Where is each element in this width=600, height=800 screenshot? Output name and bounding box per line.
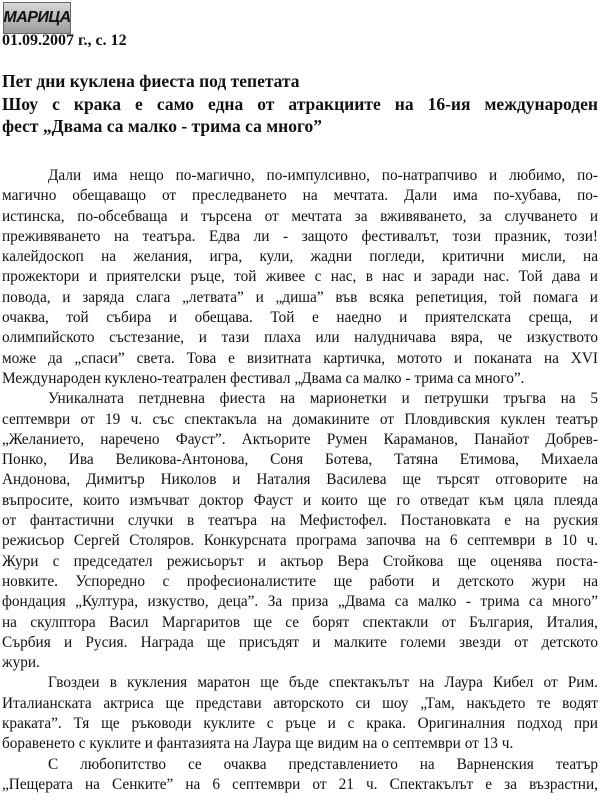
paragraph-line: Жури с председател режисьорът и актьор Вера Стойкова ще оценява поста-	[2, 552, 598, 570]
paragraph-line: Понко, Ива Великова-Антонова, Соня Ботева, Татяна Етимова, Михаела	[2, 451, 598, 469]
paragraph-line: Италианската актриса ще представи авторското си шоу „Там, накъдето те водят	[2, 694, 598, 712]
paragraph-line: Гвоздеи в кукления маратон ще бъде спектакълът на Лаура Кибел от Рим.	[48, 674, 598, 692]
paragraph-line: повода, и заряда слага „летвата” и „диша” във всяка репетиция, той помага и	[2, 288, 598, 306]
paragraph	[2, 755, 598, 796]
logo-text: МАРИЦА	[3, 9, 71, 26]
paragraph-line: новките. Успоредно с професионалистите ще работи и детското жури на	[2, 572, 598, 590]
paragraph	[2, 389, 598, 673]
paragraph-line: прожектори и приятелски ръце, той живее с нас, в нас и заради нас. Той дава и	[2, 268, 598, 286]
paragraph-line: въпросите, които измъчват доктор Фауст и които ще го отведат към цяла плеяда	[2, 491, 598, 509]
paragraph-line: Дали има нещо по-магично, по-импулсивно, по-натрапчиво и любимо, по-	[48, 167, 598, 184]
paragraph-line: Сърбия и Русия. Награда ще присъдят и малките големи звезди от детското	[2, 633, 598, 651]
paragraph-line: жури.	[2, 654, 40, 672]
paragraph-line: фондация „Култура, изкуство, деца”. За приза „Двама са малко - трима са много”	[2, 593, 598, 611]
subtitle-line: Шоу с крака е само една от атракциите на 16-ия международен	[2, 93, 598, 114]
paragraph-line: Международен куклено-театрален фестивал „Двама са малко - трима са много”.	[2, 369, 525, 387]
paragraph-line: краката”. Тя ще ръководи куклите с ръце и с крака. Оригиналния подход при	[2, 715, 598, 733]
paragraph	[2, 166, 598, 389]
paragraph-line: магично обещаващо от преследването на мечтата. Дали има по-хубава, по-	[2, 187, 598, 205]
paragraph-line: режисьор Сергей Столяров. Конкурсната програма започва на 6 септември в 10 ч.	[2, 532, 598, 550]
paragraph	[2, 673, 598, 754]
paragraph-line: „Пещерата на Сенките” на 6 септември от 21 ч. Спектакълът е за възрастни,	[2, 775, 598, 793]
paragraph-line: боравенето с куклите и фантазията на Лаура ще видим на о септември от 13 ч.	[2, 735, 514, 753]
subtitle-line: фест „Двама са малко - трима са много”	[2, 116, 322, 136]
paragraph-line: калейдоскоп на желания, игра, кули, жадни погледи, критични мисли, на	[2, 248, 598, 266]
paragraph-line: може да „спаси” света. Това е визитната картичка, мотото и поканата на XVI	[2, 349, 598, 367]
paragraph-line: Уникалната петдневна фиеста на марионетки и петрушки тръгва на 5	[48, 390, 598, 408]
paragraph-line: Андонова, Димитър Николов и Наталия Василева ще търсят отговорите на	[2, 471, 598, 489]
headline: Пет дни куклена фиеста под тепетата	[2, 71, 300, 91]
paragraph-line: септември от 19 ч. със спектакъла на домакините от Пловдивския куклен театър	[2, 410, 598, 428]
paragraph-line: „Желанието, наречено Фауст”. Актьорите Румен Караманов, Панайот Добрев-	[2, 430, 598, 448]
paragraph-line: олимпийското състезание, и тази плаха или налудничава вяра, че изкуството	[2, 329, 598, 347]
paragraph-line: от фантастични случки в театъра на Мефистофел. Постановката е на руския	[2, 512, 598, 530]
paragraph-line: очаква, той събира и обещава. Той е наедно и приятелската среща, и	[2, 309, 598, 327]
paragraph-line: истинска, по-обсебваща и търсена от мечтата за вживяването, за случването и	[2, 207, 598, 225]
paragraph-line: С любопитство се очаква представлението на Варненския театър	[48, 755, 598, 773]
article-body	[2, 166, 598, 795]
paragraph-line: на скулптора Васил Маргаритов ще се борят спектакли от България, Италия,	[2, 613, 598, 631]
newspaper-logo	[3, 2, 71, 34]
paragraph-line: преживяването на театъра. Едва ли - защото фестивалът, този празник, този!	[2, 227, 598, 245]
publication-date: 01.09.2007 г., с. 12	[2, 32, 127, 49]
article-title	[2, 70, 598, 138]
